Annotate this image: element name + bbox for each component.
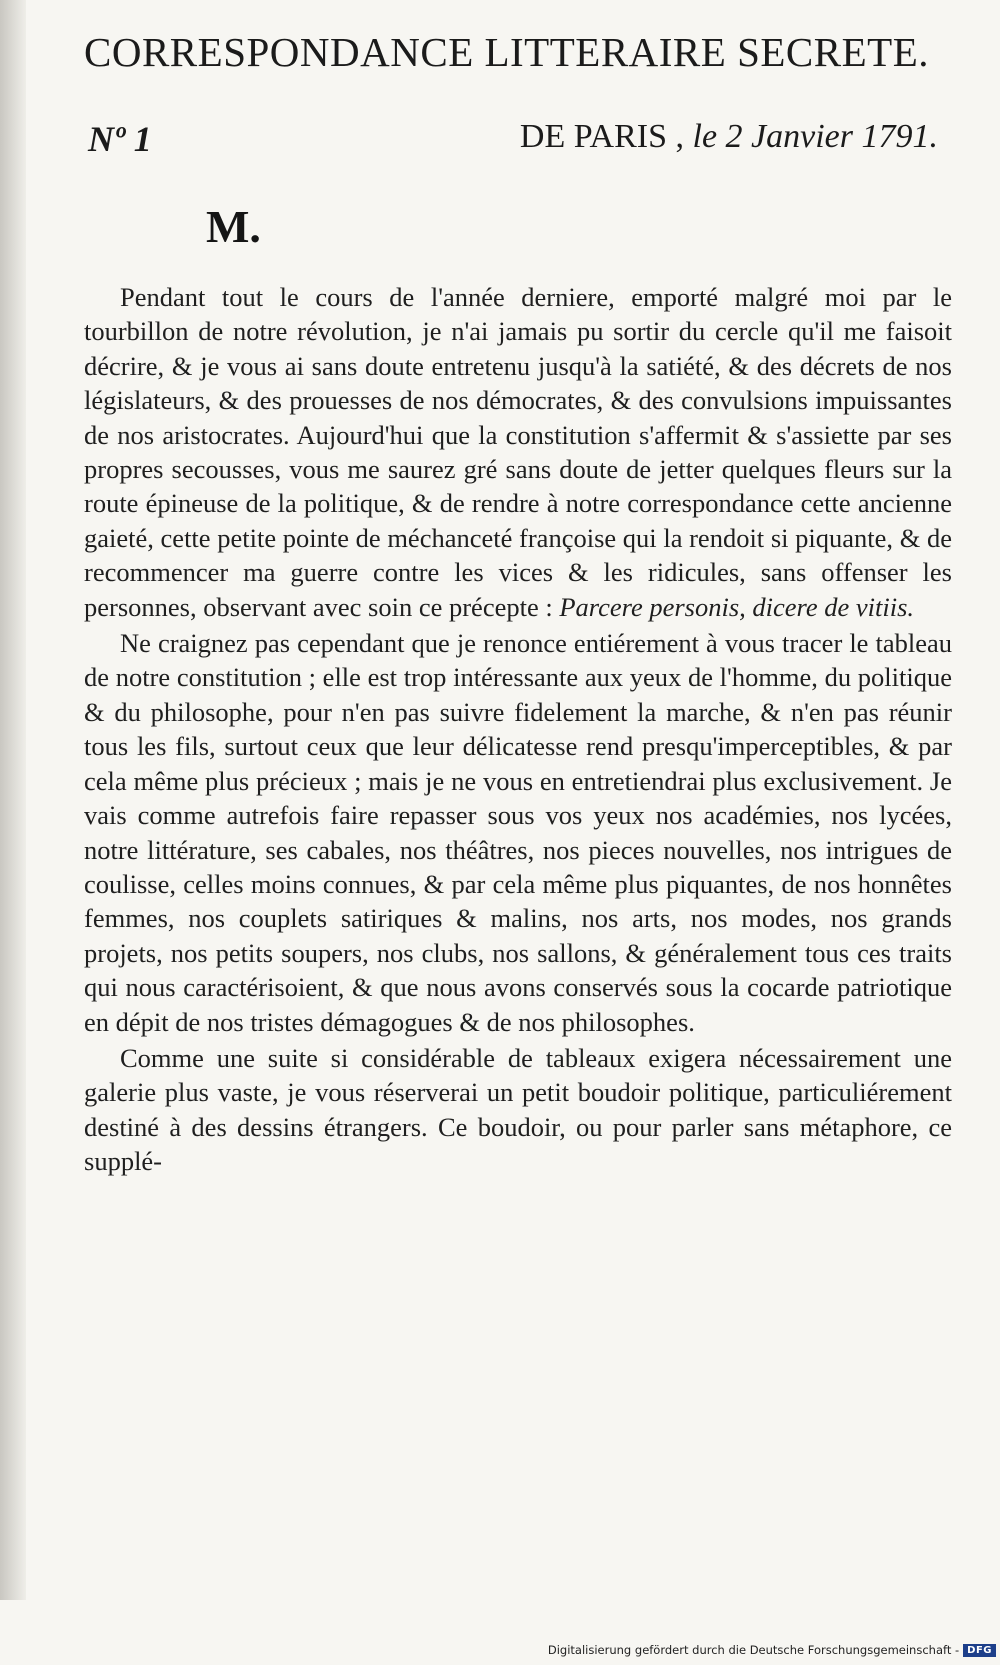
dateline-place: DE PARIS [519,118,667,155]
paragraph-3: Comme une suite si considérable de tableaux exigera nécessairement une galerie plus vaste, je vous réserverai un petit boudoir politique, particuliérement destiné à des dessins étrangers. Ce boudoir, ou pour parler sans métaphore, ce supplé- [84,1042,952,1177]
paragraph-1 [84,280,952,624]
page-binding-edge [0,0,26,1600]
dateline-date: 2 Janvier 1791. [717,118,938,155]
dateline [520,118,938,156]
digitization-credit [548,1641,996,1659]
journal-title: CORRESPONDANCE LITTERAIRE SECRETE. [84,29,929,75]
issue-line [84,118,944,170]
salutation: M. [206,201,261,252]
letter-body [84,280,952,1179]
paragraph-1-text: Pendant tout le cours de l'année derniere, emporté malgré moi par le tourbillon de notre révolution, je n'ai jamais pu sortir du cercle qu'il me faisoit décrire, & je vous ai sans doute entretenu jusqu'à la satiété, & des décrets de nos législateurs, & des prouesses de nos démocrates, & des convulsions impuissantes de nos aristocrates. Aujourd'hui que la constitution s'affermit & s'assiette par ses propres secousses, vous me saurez gré sans doute de jetter quelques fleurs sur la route épineuse de la politique, & de rendre à notre correspondance cette ancienne gaieté, cette petite pointe de méchanceté françoise qui la rendoit si piquante, & de recommencer ma guerre contre les vices & les ridicules, sans offenser les personnes, observant avec soin ce précepte : [84,282,952,622]
credit-text: Digitalisierung gefördert durch die Deutsche Forschungsgemeinschaft - [547,1643,960,1657]
paragraph-2: Ne craignez pas cependant que je renonce entiérement à vous tracer le tableau de notre constitution ; elle est trop intéressante aux yeux de l'homme, du politique & du philosophe, pour n'en pas suivre fidelement la marche, & n'en pas réunir tous les fils, surtout ceux que leur délicatesse rend presqu'imperceptibles, & par cela même plus précieux ; mais je ne vous en entretiendrai plus exclusivement. Je vais comme autrefois faire repasser sous vos yeux nos académies, nos lycées, notre littérature, ses cabales, nos théâtres, nos pieces nouvelles, nos intrigues de coulisse, celles moins connues, & par cela même plus piquantes, de nos honnêtes femmes, nos couplets satiriques & malins, nos arts, nos modes, nos grands projets, nos petits soupers, nos clubs, nos sallons, & généralement tous ces traits qui nous caractérisoient, & que nous avons conservés sous la cocarde patriotique en dépit de nos tristes démagogues & de nos philosophes. [84,628,952,1037]
issue-number: Nº 1 [88,119,152,159]
latin-quote: Parcere personis, dicere de vitiis. [559,591,915,622]
dfg-logo-icon: DFG [963,1644,996,1657]
dateline-separator: , [667,118,693,155]
dateline-le: le [692,118,718,155]
